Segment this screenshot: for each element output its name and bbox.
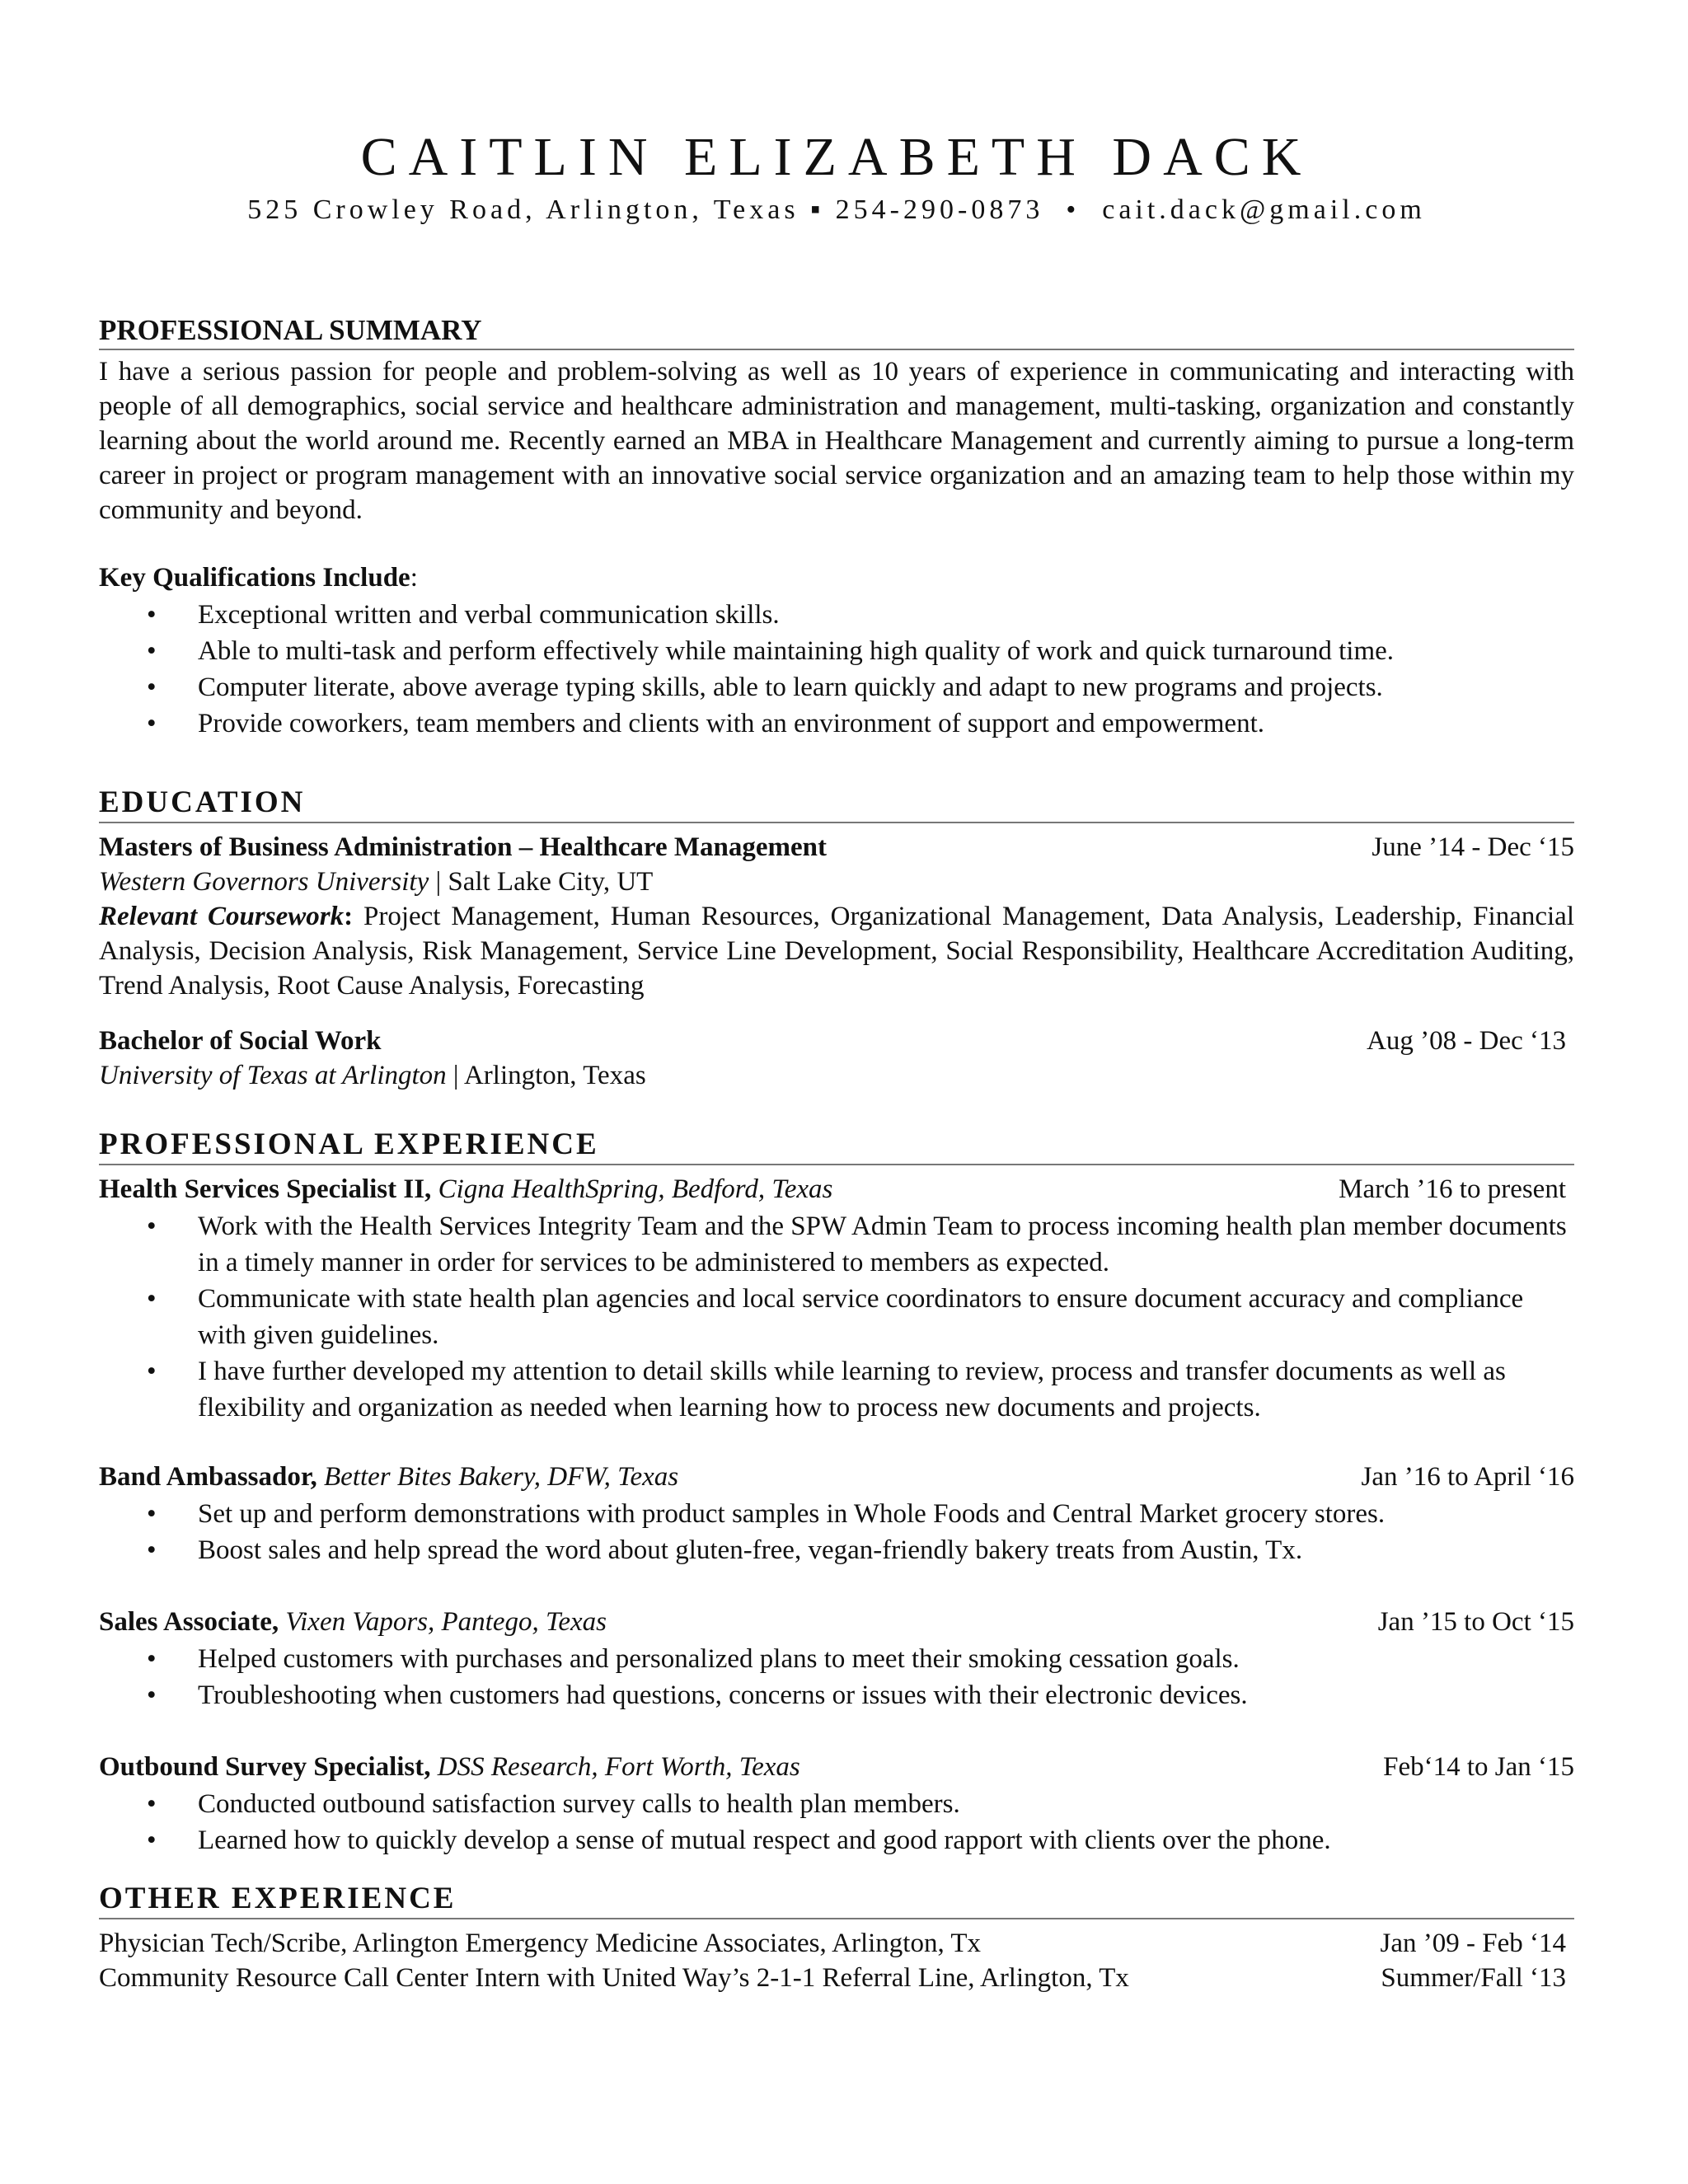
education-entry-header xyxy=(99,830,1574,865)
job-bullets xyxy=(99,1641,1574,1713)
bullet-icon: • xyxy=(147,709,157,738)
coursework-list: Project Management, Human Resources, Organizational Management, Data Analysis, Leadership, Financial Analysis, Decision Analysis, Risk Management, Service Line Development, Social Responsibility, Healthcare Accreditation Auditing, Trend Analysis, Root Cause Analysis, Forecasting xyxy=(99,902,1574,1001)
bullet-icon: • xyxy=(147,673,157,702)
school-location: | Arlington, Texas xyxy=(446,1061,646,1090)
phone: 254-290-0873 xyxy=(835,194,1044,225)
other-item xyxy=(99,1961,1574,1995)
email: cait.dack@gmail.com xyxy=(1102,194,1426,225)
job-header xyxy=(99,1605,1574,1639)
job-header xyxy=(99,1460,1574,1494)
list-item: • Boost sales and help spread the word about gluten-free, vegan-friendly bakery treats from Austin, Tx. xyxy=(99,1532,1574,1568)
school-line xyxy=(99,865,1574,899)
job-dates: Jan ’16 to April ‘16 xyxy=(1361,1462,1574,1492)
separator: ▪ xyxy=(799,194,836,225)
address: 525 Crowley Road, Arlington, Texas xyxy=(247,194,799,225)
dates: June ’14 - Dec ‘15 xyxy=(1372,832,1574,862)
job-employer: DSS Research, Fort Worth, Texas xyxy=(430,1752,800,1782)
other-item-text: Physician Tech/Scribe, Arlington Emergency Medicine Associates, Arlington, Tx xyxy=(99,1929,982,1958)
bullet-icon: • xyxy=(147,1535,157,1565)
degree: Masters of Business Administration – Healthcare Management xyxy=(99,832,827,862)
bullet-icon: • xyxy=(147,1284,157,1314)
job-bullets xyxy=(99,1208,1574,1426)
bullet-icon: • xyxy=(147,1825,157,1855)
bullet-icon: • xyxy=(147,600,157,630)
list-item: • Set up and perform demonstrations with product samples in Whole Foods and Central Market grocery stores. xyxy=(99,1496,1574,1532)
list-item: • Provide coworkers, team members and clients with an environment of support and empowerment. xyxy=(99,705,1574,742)
section-title-education: EDUCATION xyxy=(99,787,1574,823)
list-item: • Computer literate, above average typing skills, able to learn quickly and adapt to new programs and projects. xyxy=(99,669,1574,705)
job-employer: Cigna HealthSpring, Bedford, Texas xyxy=(431,1174,833,1204)
summary-paragraph: I have a serious passion for people and problem-solving as well as 10 years of experience in communicating and interacting with people of all demographics, social service and healthcare administration and management, multi-tasking, organization and constantly learning about the world around me. Recently earned an MBA in Healthcare Management and currently aiming to pursue a long-term career in project or program management with an innovative social service organization and an amazing team to help those within my community and beyond. xyxy=(99,357,1574,525)
contact-line xyxy=(99,196,1574,224)
job-employer: Better Bites Bakery, DFW, Texas xyxy=(316,1462,679,1492)
separator: • xyxy=(1043,194,1103,225)
job-bullets xyxy=(99,1786,1574,1858)
job-dates: Jan ’15 to Oct ‘15 xyxy=(1377,1607,1574,1637)
other-item-dates: Jan ’09 - Feb ‘14 xyxy=(1380,1929,1566,1958)
school: University of Texas at Arlington xyxy=(99,1061,447,1090)
bullet-icon: • xyxy=(147,636,157,666)
bullet-icon: • xyxy=(147,1789,157,1819)
bullet-icon: • xyxy=(147,1644,157,1674)
section-title-experience: PROFESSIONAL EXPERIENCE xyxy=(99,1129,1574,1165)
bullet-icon: • xyxy=(147,1212,157,1241)
school-location: | Salt Lake City, UT xyxy=(429,867,654,897)
job-role: Sales Associate, xyxy=(99,1607,279,1637)
job-dates: March ’16 to present xyxy=(1339,1174,1566,1204)
list-item: • Helped customers with purchases and personalized plans to meet their smoking cessation goals. xyxy=(99,1641,1574,1677)
school: Western Governors University xyxy=(99,867,429,897)
list-item: • Communicate with state health plan agencies and local service coordinators to ensure document accuracy and compliance with given guidelines. xyxy=(99,1281,1574,1353)
job-dates: Feb‘14 to Jan ‘15 xyxy=(1383,1752,1574,1782)
coursework: Relevant Coursework: Project Management, Human Resources, Organizational Management, Data Analysis, Leadership, Financial Analysis, Decision Analysis, Risk Management, Service Line Development, Social Responsibility, Healthcare Accreditation Auditing, Trend Analysis, Root Cause Analysis, Forecasting xyxy=(99,902,1574,1001)
list-item: • Work with the Health Services Integrity Team and the SPW Admin Team to process incoming health plan member documents in a timely manner in order for services to be administered to members as expected. xyxy=(99,1208,1574,1281)
other-item-text: Community Resource Call Center Intern with United Way’s 2-1-1 Referral Line, Arlington, Tx xyxy=(99,1963,1129,1993)
bullet-icon: • xyxy=(147,1680,157,1710)
list-item: • Exceptional written and verbal communication skills. xyxy=(99,597,1574,633)
list-item: • I have further developed my attention to detail skills while learning to review, process and transfer documents as well as flexibility and organization as needed when learning how to process new documents and projects. xyxy=(99,1353,1574,1426)
job-role: Health Services Specialist II, xyxy=(99,1174,432,1204)
dates: Aug ’08 - Dec ‘13 xyxy=(1367,1026,1566,1056)
bullet-icon: • xyxy=(147,1499,157,1529)
job-role: Outbound Survey Specialist, xyxy=(99,1752,431,1782)
qualifications-heading: Key Qualifications Include: xyxy=(99,563,418,593)
qualifications-list xyxy=(99,597,1574,742)
job-header xyxy=(99,1172,1574,1207)
school-line xyxy=(99,1058,1574,1093)
job-bullets xyxy=(99,1496,1574,1568)
list-item: • Conducted outbound satisfaction survey calls to health plan members. xyxy=(99,1786,1574,1822)
bullet-icon: • xyxy=(147,1357,157,1386)
job-employer: Vixen Vapors, Pantego, Texas xyxy=(279,1607,607,1637)
degree: Bachelor of Social Work xyxy=(99,1026,382,1056)
other-item-dates: Summer/Fall ‘13 xyxy=(1381,1963,1566,1993)
section-title-summary: PROFESSIONAL SUMMARY xyxy=(99,316,1574,350)
list-item: • Learned how to quickly develop a sense of mutual respect and good rapport with clients over the phone. xyxy=(99,1822,1574,1858)
section-title-other: OTHER EXPERIENCE xyxy=(99,1883,1574,1919)
job-header xyxy=(99,1750,1574,1784)
list-item: • Able to multi-task and perform effectively while maintaining high quality of work and quick turnaround time. xyxy=(99,633,1574,669)
list-item: • Troubleshooting when customers had questions, concerns or issues with their electronic devices. xyxy=(99,1677,1574,1713)
other-item xyxy=(99,1926,1574,1961)
coursework-label: Relevant Coursework xyxy=(99,902,345,931)
candidate-name: CAITLIN ELIZABETH DACK xyxy=(360,127,1313,187)
education-entry-header xyxy=(99,1024,1574,1058)
job-role: Band Ambassador, xyxy=(99,1462,317,1492)
